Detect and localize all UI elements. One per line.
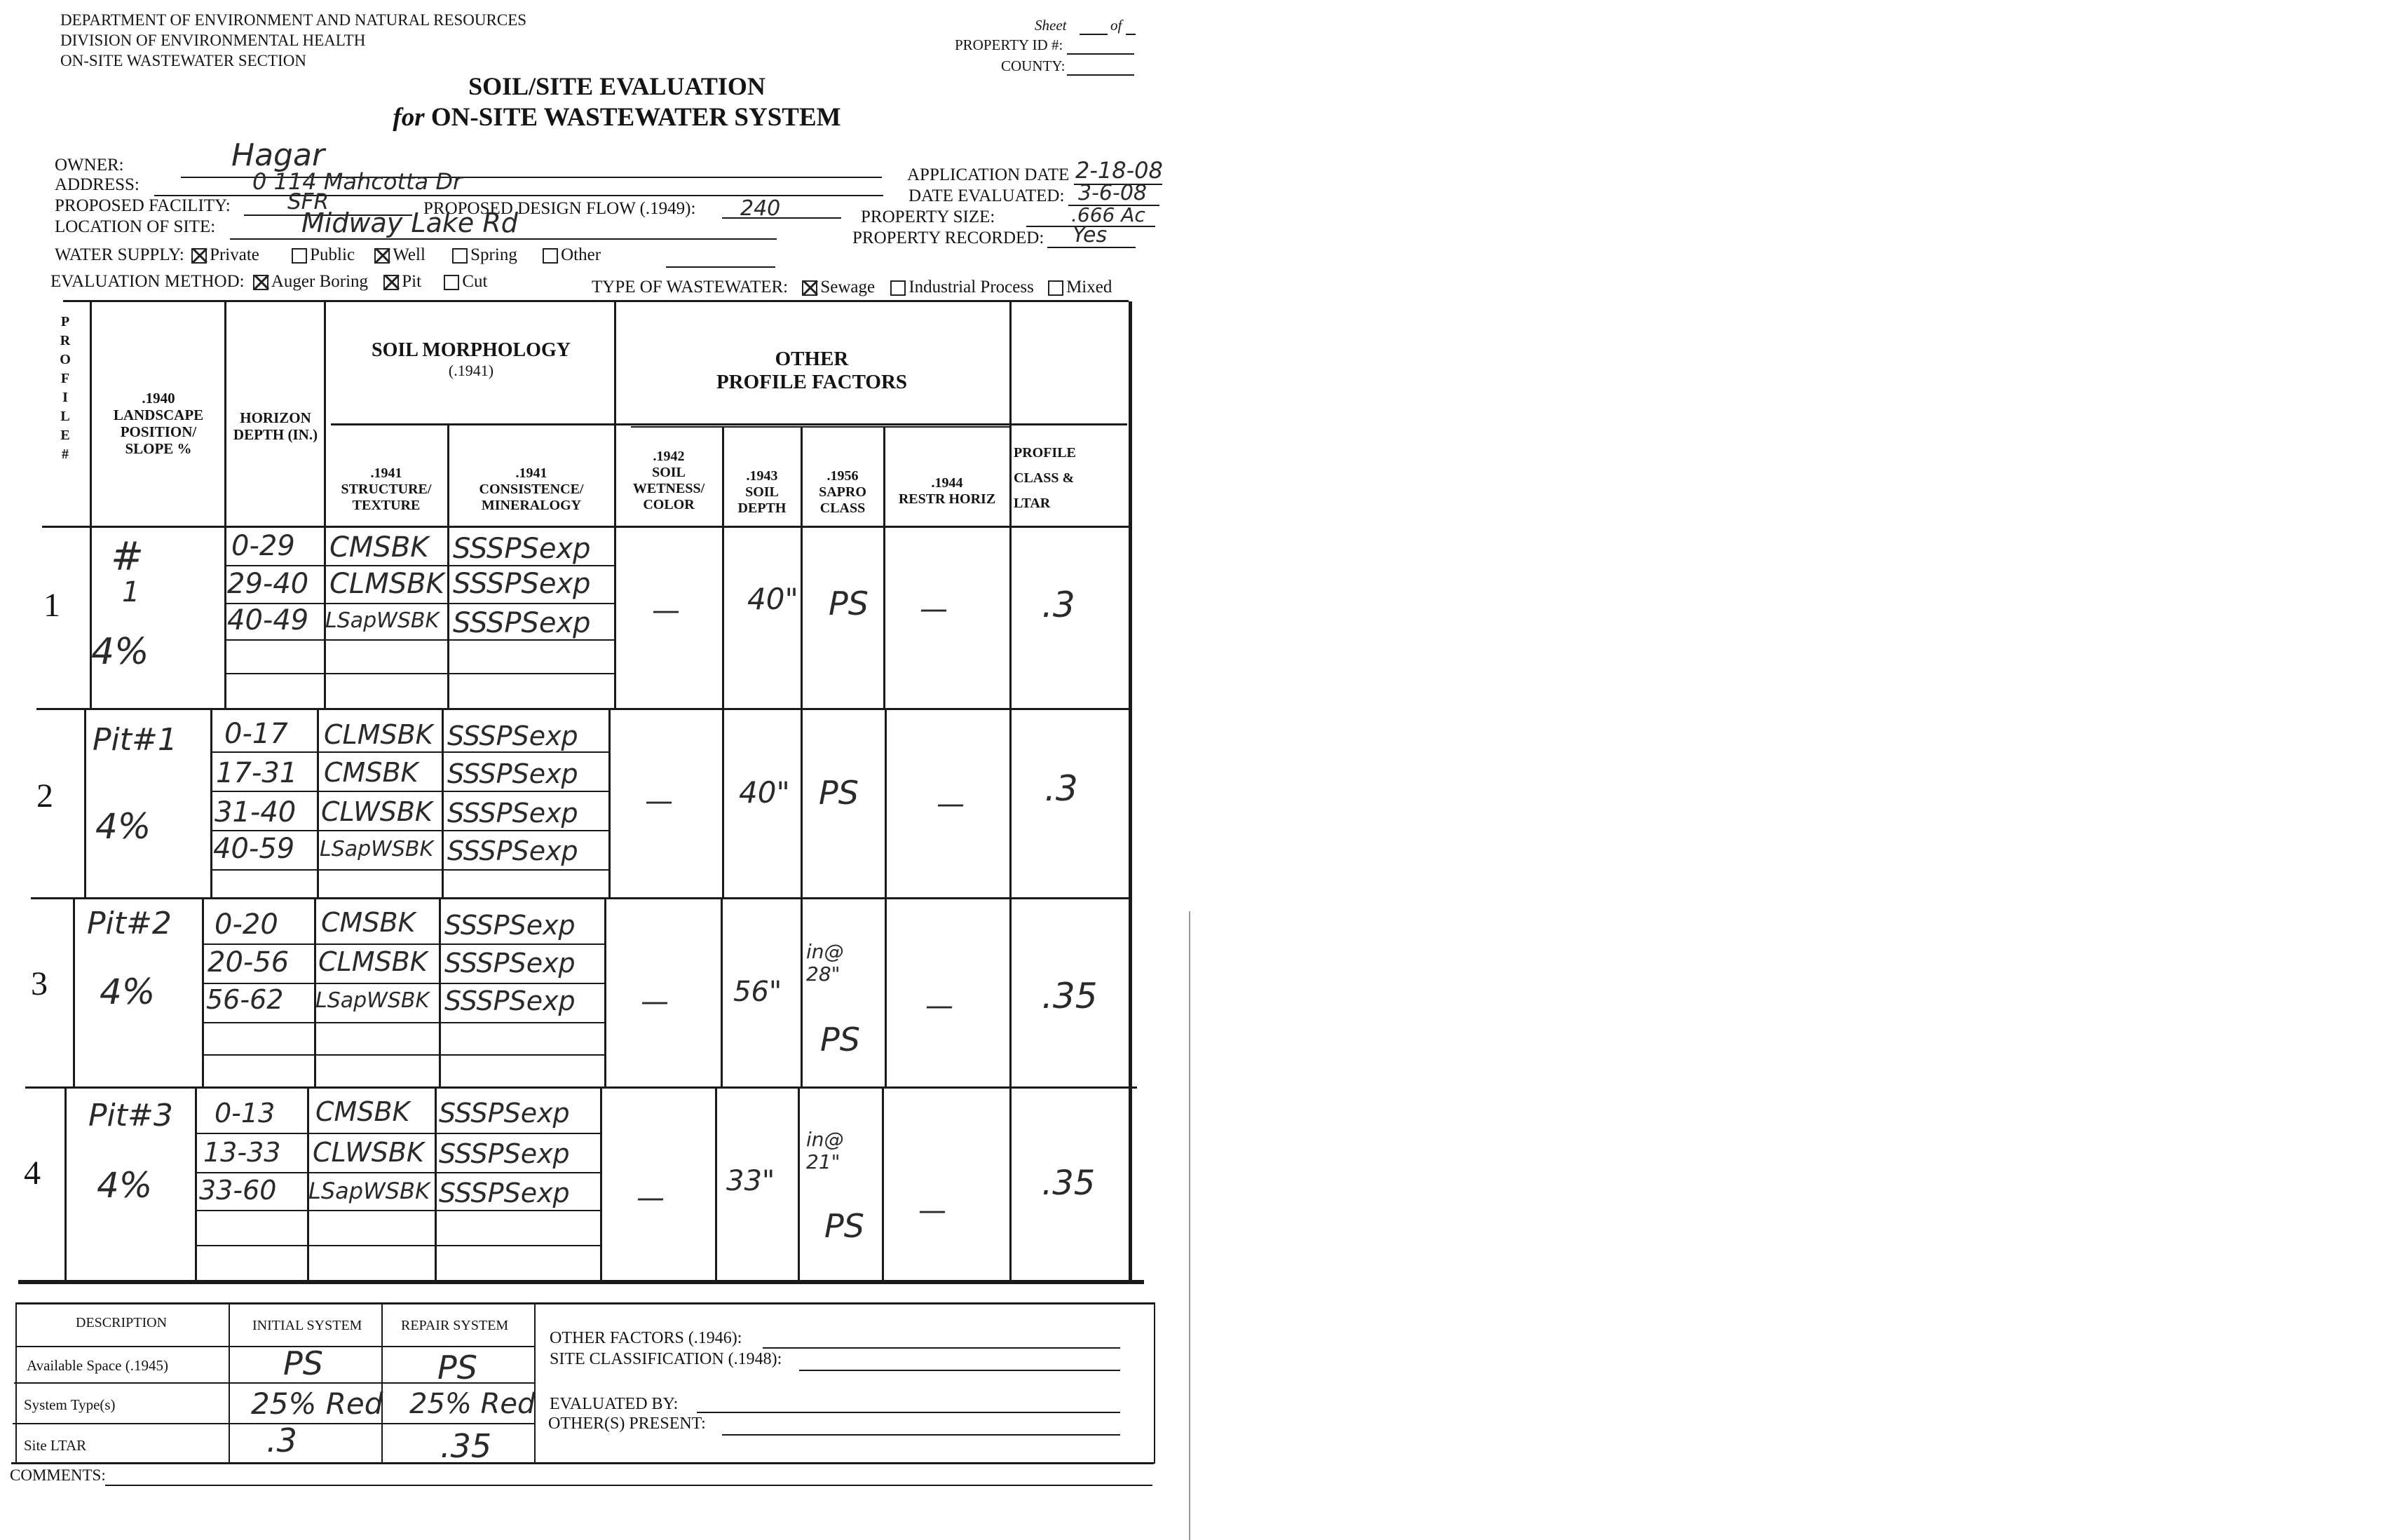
description-header: DESCRIPTION [76, 1315, 168, 1330]
cut-checkbox[interactable] [444, 275, 459, 290]
structure-header [327, 465, 446, 514]
slope-value: 4% [100, 972, 156, 1012]
ltar-value: .35 [1042, 976, 1098, 1016]
facility-value: SFR [287, 189, 329, 214]
wetness-code: .1942 [653, 449, 685, 464]
restr-title: RESTR HORIZ [898, 491, 996, 507]
wastewater-row [592, 278, 1112, 297]
sapro-value: PS [824, 1207, 864, 1245]
water-supply-row [55, 245, 601, 265]
profile-number: 4 [24, 1154, 41, 1192]
horizon-depth: 31-40 [215, 796, 297, 829]
ltar-initial-value: .3 [266, 1422, 297, 1459]
restr-code: .1944 [931, 475, 963, 491]
horizon-depth: 20-56 [207, 946, 290, 979]
horizon-depth: 40-59 [213, 833, 295, 865]
profile-factors-title: PROFILE FACTORS [716, 371, 908, 394]
application-date-label: APPLICATION DATE [907, 165, 1070, 184]
division-name: DIVISION OF ENVIRONMENTAL HEALTH [60, 32, 366, 49]
sheet-label: Sheet [1035, 17, 1067, 34]
horizon-consistence: SSSPSexp [453, 568, 591, 600]
evaluation-method-row [50, 272, 487, 292]
auger-label: Auger Boring [271, 272, 369, 291]
owner-label: OWNER: [55, 156, 124, 175]
wastewater-label: TYPE OF WASTEWATER: [592, 278, 789, 297]
horizon-depth: 33-60 [199, 1175, 277, 1206]
horizon-structure: CLWSBK [313, 1137, 424, 1168]
location-label: LOCATION OF SITE: [55, 217, 216, 236]
form-title: SOIL/SITE EVALUATION [468, 72, 765, 100]
section-name: ON-SITE WASTEWATER SECTION [60, 52, 306, 69]
landscape-pit: Pit#2 [87, 906, 172, 941]
ltar-repair-value: .35 [440, 1427, 492, 1465]
restr-header [887, 475, 1007, 507]
others-present-label: OTHER(S) PRESENT: [548, 1415, 706, 1433]
department-block [60, 10, 526, 71]
profile-number: 1 [43, 587, 60, 624]
other-checkbox[interactable] [543, 248, 558, 264]
owner-value: Hagar [231, 137, 325, 173]
profile-number: 2 [36, 777, 53, 815]
profile-letter-i: I [62, 390, 68, 405]
horizon-consistence: SSSPSexp [447, 758, 578, 789]
soil-depth-title: SOIL DEPTH [737, 484, 787, 516]
restr-value: — [920, 593, 948, 625]
landscape-code: .1940 [142, 390, 175, 407]
wetness-value: — [637, 1182, 665, 1214]
design-flow-value: 240 [740, 196, 781, 221]
slope-value: 4% [91, 631, 149, 673]
sewage-label: Sewage [820, 278, 876, 297]
design-flow-label: PROPOSED DESIGN FLOW (.1949): [423, 199, 696, 218]
soil-depth-value: 40" [747, 582, 798, 616]
wetness-value: — [641, 986, 669, 1018]
profile-class-header: PROFILE CLASS & LTAR [1014, 445, 1076, 511]
property-id-label: PROPERTY ID #: [955, 36, 1063, 53]
restr-value: — [918, 1194, 946, 1227]
profile-column-header [53, 313, 77, 464]
slope-value: 4% [97, 1165, 153, 1206]
address-label: ADDRESS: [55, 175, 139, 194]
mixed-checkbox[interactable] [1048, 280, 1063, 296]
form-subtitle-for: for [393, 103, 425, 132]
mixed-label: Mixed [1066, 278, 1112, 297]
site-ltar-label: Site LTAR [24, 1437, 87, 1454]
horizon-depth: 0-20 [215, 908, 278, 941]
horizon-depth: 40-49 [227, 604, 309, 636]
sapro-code: .1956 [826, 468, 859, 484]
system-repair-value: 25% Red [409, 1388, 536, 1420]
auger-checkbox[interactable] [253, 275, 268, 290]
horizon-consistence: SSSPSexp [439, 1178, 570, 1208]
evaluated-by-label: EVALUATED BY: [550, 1395, 679, 1413]
spring-checkbox[interactable] [452, 248, 468, 264]
horizon-consistence: SSSPSexp [447, 721, 578, 751]
soil-morphology-code: (.1941) [448, 362, 494, 380]
horizon-depth: 29-40 [227, 568, 309, 600]
horizon-consistence: SSSPSexp [447, 798, 578, 829]
consistence-header [450, 465, 613, 514]
horizon-depth: 17-31 [216, 757, 298, 789]
horizon-consistence: SSSPSexp [444, 948, 576, 979]
available-space-label: Available Space (.1945) [27, 1357, 168, 1374]
well-checkbox[interactable] [374, 248, 390, 264]
wetness-value: — [652, 594, 680, 627]
scan-edge-line [1189, 911, 1190, 1540]
sapro-value: PS [829, 585, 869, 622]
spring-label: Spring [470, 245, 517, 264]
cut-label: Cut [462, 272, 488, 291]
horizon-structure: LSapWSBK [315, 988, 430, 1013]
slope-value: 4% [95, 806, 151, 847]
industrial-checkbox[interactable] [890, 280, 906, 296]
other-factors-header [617, 348, 1007, 395]
landscape-number: 1 [122, 576, 140, 608]
structure-code: .1941 [370, 465, 402, 481]
evaluation-method-label: EVALUATION METHOD: [50, 272, 245, 291]
horizon-structure: CLMSBK [324, 719, 433, 750]
profile-number: 3 [31, 965, 48, 1002]
horizon-structure: CLMSBK [329, 568, 444, 600]
other-label: Other [561, 245, 601, 264]
horizon-structure: CLWSBK [321, 796, 433, 827]
property-size-value: .666 Ac [1071, 203, 1145, 226]
horizon-consistence: SSSPSexp [444, 986, 576, 1016]
landscape-title: LANDSCAPE POSITION/ SLOPE % [113, 407, 204, 458]
horizon-depth: 13-33 [203, 1137, 281, 1168]
system-initial-value: 25% Red [251, 1386, 383, 1421]
structure-title: STRUCTURE/ TEXTURE [341, 482, 432, 513]
system-type-label: System Type(s) [24, 1396, 116, 1413]
horizon-structure: LSapWSBK [320, 837, 434, 861]
private-label: Private [210, 245, 259, 264]
ltar-value: .3 [1042, 585, 1075, 625]
property-recorded-label: PROPERTY RECORDED: [852, 229, 1044, 247]
horizon-header: HORIZON DEPTH (IN.) [233, 409, 318, 444]
wetness-title: SOIL WETNESS/ COLOR [632, 465, 705, 512]
soil-depth-value: 33" [726, 1165, 775, 1197]
property-size-label: PROPERTY SIZE: [861, 207, 995, 226]
horizon-depth: 0-17 [224, 718, 288, 750]
sapro-title: SAPRO CLASS [819, 484, 866, 516]
horizon-depth: 0-13 [215, 1098, 275, 1129]
county-label: COUNTY: [1001, 57, 1066, 74]
repair-system-header: REPAIR SYSTEM [401, 1318, 509, 1333]
industrial-label: Industrial Process [908, 278, 1034, 297]
horizon-depth: 56-62 [206, 984, 284, 1015]
available-initial-value: PS [283, 1344, 323, 1382]
wetness-header [617, 449, 721, 513]
form-subtitle [0, 102, 1234, 132]
sapro-value: PS [819, 774, 859, 812]
landscape-pit: Pit#1 [93, 722, 177, 758]
site-classification-label: SITE CLASSIFICATION (.1948): [550, 1350, 782, 1368]
landscape-pit: Pit#3 [88, 1098, 173, 1133]
consistence-code: .1941 [515, 465, 547, 481]
water-supply-label: WATER SUPPLY: [55, 245, 184, 264]
application-date-value: 2-18-08 [1075, 157, 1163, 184]
soil-depth-value: 56" [733, 976, 782, 1008]
horizon-consistence: SSSPSexp [439, 1138, 570, 1169]
pit-checkbox[interactable] [383, 275, 399, 290]
profile-letter-r: R [60, 333, 71, 348]
restr-value: — [925, 990, 953, 1022]
soil-depth-code: .1943 [746, 468, 778, 484]
ltar-value: .3 [1044, 768, 1078, 809]
profile-letter-o: O [60, 352, 71, 367]
date-evaluated-label: DATE EVALUATED: [908, 186, 1065, 205]
location-value: Midway Lake Rd [301, 207, 518, 238]
horizon-consistence: SSSPSexp [447, 836, 578, 866]
ltar-value: .35 [1042, 1164, 1096, 1203]
address-value: 0 114 Mahcotta Dr [252, 168, 463, 195]
available-repair-value: PS [437, 1349, 477, 1386]
horizon-depth: 0-29 [231, 530, 295, 562]
horizon-consistence: SSSPSexp [453, 607, 591, 639]
horizon-structure: CLMSBK [318, 946, 428, 977]
department-name: DEPARTMENT OF ENVIRONMENT AND NATURAL RESOURCES [60, 11, 527, 29]
profile-letter-p: P [60, 314, 70, 329]
private-checkbox[interactable] [191, 248, 207, 264]
sapro-value: PS [820, 1021, 860, 1058]
landscape-mark: # [111, 534, 144, 580]
pit-label: Pit [402, 272, 422, 291]
other-title: OTHER [775, 348, 849, 370]
profile-letter-e: E [60, 428, 70, 443]
soil-morphology-header [329, 339, 613, 379]
sapro-header [803, 468, 882, 517]
public-label: Public [310, 245, 355, 264]
horizon-structure: LSapWSBK [308, 1178, 430, 1204]
restr-value: — [937, 788, 965, 820]
sewage-checkbox[interactable] [802, 280, 817, 296]
sapro-note: in@ 21" [806, 1128, 844, 1173]
horizon-structure: CMSBK [315, 1096, 410, 1127]
consistence-title: CONSISTENCE/ MINERALOGY [479, 482, 584, 513]
profile-letter-l: L [60, 409, 70, 424]
horizon-consistence: SSSPSexp [439, 1098, 570, 1129]
property-recorded-value: Yes [1073, 223, 1108, 247]
horizon-structure: CMSBK [321, 907, 416, 938]
horizon-consistence: SSSPSexp [444, 910, 576, 941]
horizon-structure: CMSBK [329, 531, 429, 564]
sheet-of-label: of [1110, 17, 1122, 34]
facility-label: PROPOSED FACILITY: [55, 196, 231, 215]
other-factors-label: OTHER FACTORS (.1946): [550, 1329, 742, 1347]
date-evaluated-value: 3-6-08 [1078, 181, 1147, 205]
horizon-structure: LSapWSBK [325, 608, 440, 633]
initial-system-header: INITIAL SYSTEM [252, 1318, 362, 1333]
profile-letter-f: F [60, 371, 70, 386]
horizon-consistence: SSSPSexp [453, 533, 591, 565]
horizon-structure: CMSBK [324, 757, 418, 788]
landscape-header [95, 390, 222, 458]
wetness-value: — [645, 785, 673, 817]
form-subtitle-text: ON-SITE WASTEWATER SYSTEM [430, 103, 841, 132]
well-label: Well [393, 245, 426, 264]
public-checkbox[interactable] [292, 248, 307, 264]
profile-letter-hash: # [62, 447, 69, 462]
soil-depth-value: 40" [739, 775, 790, 810]
sapro-note: in@ 28" [806, 940, 844, 986]
comments-label: COMMENTS: [10, 1466, 106, 1484]
soil-depth-header [725, 468, 799, 517]
soil-morphology-title: SOIL MORPHOLOGY [372, 339, 571, 361]
